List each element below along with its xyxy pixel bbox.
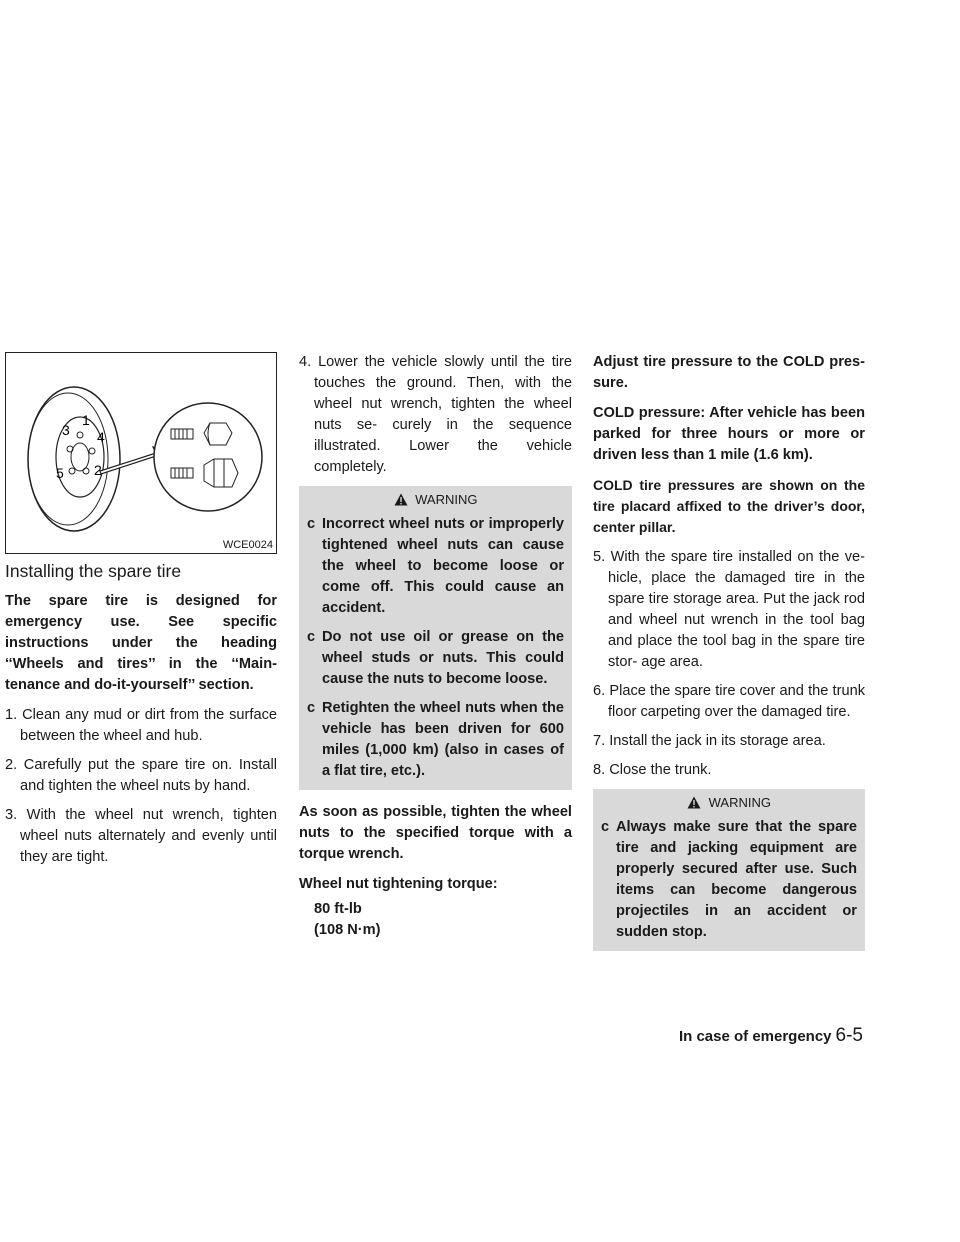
list-item: 8. Close the trunk.	[593, 762, 712, 778]
warning-item: c Retighten the wheel nuts when the vehicle has been driven for 600 miles (1,000 km) (also in cases of a flat tire, etc.).	[307, 700, 564, 779]
page-footer	[679, 1025, 863, 1047]
warning-heading: WARNING	[708, 795, 771, 810]
warning-item: c Do not use oil or grease on the wheel studs or nuts. This could cause the nuts to become loose.	[307, 629, 564, 687]
list-item: 4. Lower the vehicle slowly until the tire touches the ground. Then, with the wheel nut wrench, tighten the wheel nuts se- curely in the sequence illustrated. Lower the vehicle completely.	[299, 354, 572, 475]
bullet-icon: c	[307, 629, 316, 645]
warning-box-1	[299, 486, 572, 790]
nut-label-1: 1	[82, 412, 90, 428]
cold-pressure-definition: COLD pressure: After vehicle has been parked for three hours or more or driven less than 1 mile (1.6 km).	[593, 405, 865, 463]
footer-section: In case of emergency	[678, 1028, 832, 1045]
bullet-icon: c	[601, 819, 610, 835]
nut-label-4: 4	[97, 429, 105, 445]
column-1	[5, 352, 277, 876]
warning-box-2	[593, 789, 865, 951]
list-item: 6. Place the spare tire cover and the trunk floor carpeting over the damaged tire.	[593, 683, 865, 720]
list-item: 5. With the spare tire installed on the ve- hicle, place the damaged tire in the spare tire storage area. Put the jack rod and wheel nut wrench in the tool bag and place the tool bag in the spare tire stor- age area.	[593, 549, 865, 670]
figure-code: WCE0024	[222, 539, 273, 551]
warning-item: c Incorrect wheel nuts or improperly tightened wheel nuts can cause the wheel to become loose or come off. This could cause an accident.	[307, 516, 564, 616]
torque-label: Wheel nut tightening torque:	[299, 876, 498, 892]
steps-list-3	[593, 547, 865, 781]
bullet-icon: c	[307, 700, 316, 716]
steps-list-2	[299, 352, 572, 478]
wheel-nut-illustration	[6, 353, 276, 553]
page-number: 6-5	[835, 1025, 863, 1046]
list-item: 7. Install the jack in its storage area.	[593, 733, 826, 749]
warning-heading: WARNING	[415, 492, 478, 507]
spare-tire-figure	[5, 352, 277, 554]
nut-label-3: 3	[62, 422, 70, 438]
intro-paragraph: The spare tire is designed for emergency use. See specific instructions under the heading ‘‘Wheels and tires’’ in the ‘‘Main- tenance and do-it-yourself’’ section.	[5, 593, 277, 693]
torque-value-ftlb: 80 ft-lb	[314, 901, 362, 917]
column-2	[299, 352, 572, 941]
list-item: 3. With the wheel nut wrench, tighten wheel nuts alternately and evenly until they are tight.	[5, 807, 277, 865]
list-item: 2. Carefully put the spare tire on. Install and tighten the wheel nuts by hand.	[5, 757, 277, 794]
placard-note: COLD tire pressures are shown on the tire placard affixed to the driver’s door, center pillar.	[593, 477, 865, 535]
nut-label-2: 2	[94, 462, 102, 478]
adjust-pressure-note: Adjust tire pressure to the COLD pres- sure.	[593, 354, 865, 391]
warning-triangle-icon	[394, 493, 408, 506]
nut-label-5: 5	[56, 465, 64, 481]
warning-item: c Always make sure that the spare tire and jacking equipment are properly secured after use. Such items can become dangerous projectiles in an accident or sudden stop.	[601, 819, 857, 940]
bullet-icon: c	[307, 516, 316, 532]
torque-value-nm: (108 N·m)	[314, 922, 381, 938]
steps-list-1	[5, 705, 277, 868]
torque-note: As soon as possible, tighten the wheel nuts to the specified torque with a torque wrench.	[299, 804, 572, 862]
warning-triangle-icon	[687, 796, 701, 809]
section-title: Installing the spare tire	[5, 561, 182, 581]
list-item: 1. Clean any mud or dirt from the surface between the wheel and hub.	[5, 707, 277, 744]
column-3	[593, 352, 865, 963]
